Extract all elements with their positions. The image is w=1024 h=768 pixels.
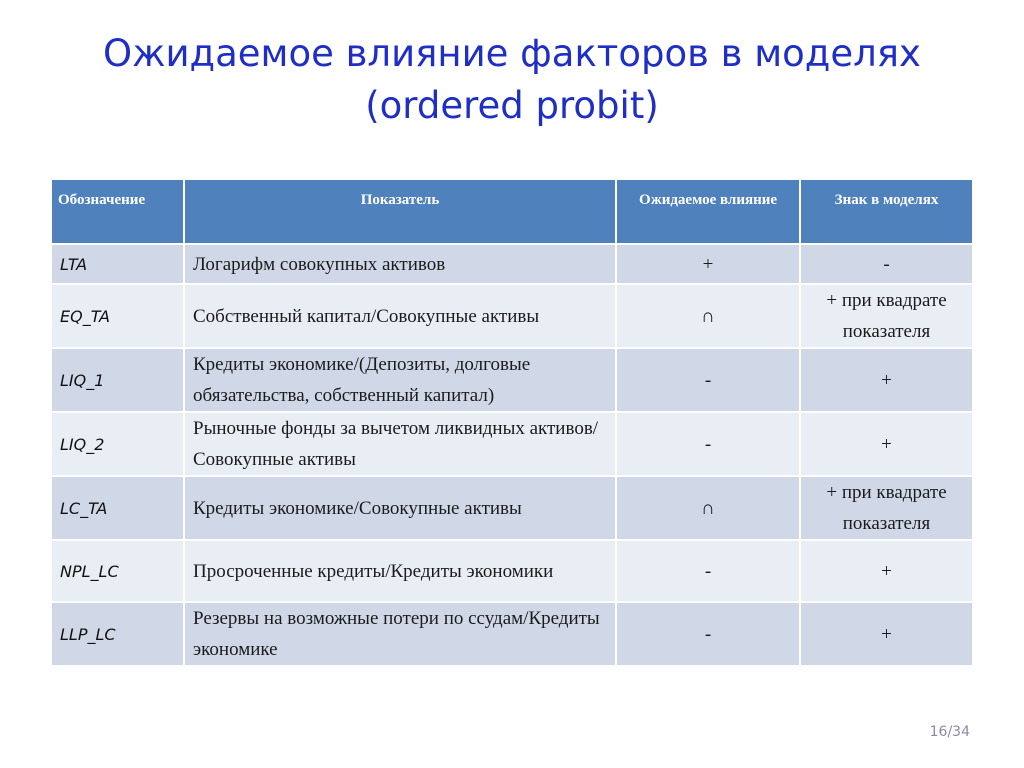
table-row bbox=[52, 244, 972, 284]
cell-sign: + bbox=[800, 348, 972, 412]
cell-code: LC_TA bbox=[52, 476, 184, 540]
cell-effect: + bbox=[616, 244, 800, 284]
cell-effect: ∩ bbox=[616, 284, 800, 348]
cell-sign: + при квадрате показателя bbox=[800, 284, 972, 348]
cell-code: EQ_TA bbox=[52, 284, 184, 348]
table-row bbox=[52, 602, 972, 665]
cell-indicator: Логарифм совокупных активов bbox=[184, 244, 616, 284]
table-row bbox=[52, 348, 972, 412]
table-row bbox=[52, 284, 972, 348]
table-row bbox=[52, 540, 972, 602]
cell-code: LLP_LC bbox=[52, 602, 184, 665]
table-row bbox=[52, 412, 972, 476]
slide-title-line-1: Ожидаемое влияние факторов в моделях bbox=[103, 32, 921, 75]
cell-indicator: Просроченные кредиты/Кредиты экономики bbox=[184, 540, 616, 602]
cell-code: LIQ_1 bbox=[52, 348, 184, 412]
cell-indicator: Кредиты экономике/(Депозиты, долговые обязательства, собственный капитал) bbox=[184, 348, 616, 412]
cell-code: NPL_LC bbox=[52, 540, 184, 602]
header-code: Обозначение bbox=[52, 180, 184, 244]
cell-sign: - bbox=[800, 244, 972, 284]
cell-effect: - bbox=[616, 348, 800, 412]
header-expected-effect: Ожидаемое влияние bbox=[616, 180, 800, 244]
cell-effect: ∩ bbox=[616, 476, 800, 540]
header-indicator: Показатель bbox=[184, 180, 616, 244]
cell-indicator: Кредиты экономике/Совокупные активы bbox=[184, 476, 616, 540]
cell-code: LTA bbox=[52, 244, 184, 284]
factors-table bbox=[52, 180, 972, 665]
cell-sign: + bbox=[800, 540, 972, 602]
slide-title-line-2: (ordered probit) bbox=[365, 84, 659, 127]
slide-title bbox=[0, 28, 1024, 132]
page-number: 16/34 bbox=[929, 724, 970, 740]
cell-code: LIQ_2 bbox=[52, 412, 184, 476]
cell-indicator: Рыночные фонды за вычетом ликвидных активов/Совокупные активы bbox=[184, 412, 616, 476]
cell-effect: - bbox=[616, 602, 800, 665]
cell-indicator: Собственный капитал/Совокупные активы bbox=[184, 284, 616, 348]
cell-sign: + bbox=[800, 412, 972, 476]
table-header-row bbox=[52, 180, 972, 244]
cell-effect: - bbox=[616, 540, 800, 602]
cell-sign: + при квадрате показателя bbox=[800, 476, 972, 540]
cell-effect: - bbox=[616, 412, 800, 476]
cell-indicator: Резервы на возможные потери по ссудам/Кредиты экономике bbox=[184, 602, 616, 665]
cell-sign: + bbox=[800, 602, 972, 665]
header-sign-in-models: Знак в моделях bbox=[800, 180, 972, 244]
table-row bbox=[52, 476, 972, 540]
